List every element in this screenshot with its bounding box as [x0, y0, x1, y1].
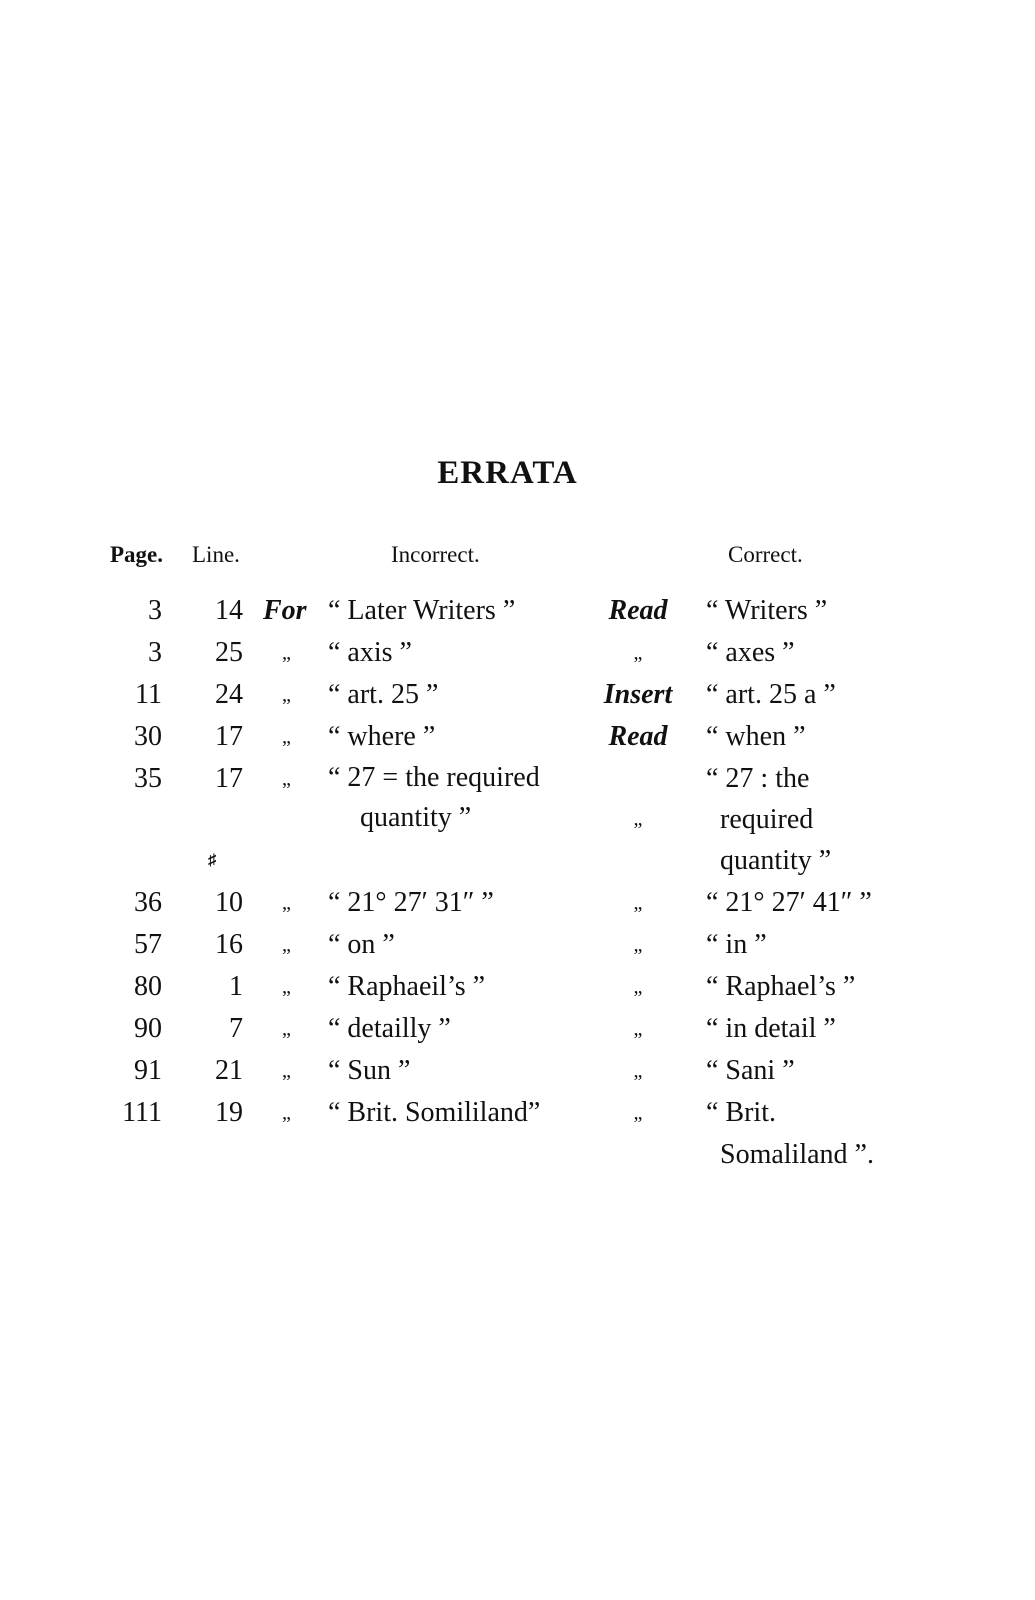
table-row	[0, 674, 1035, 716]
row-ditto-mark: „	[282, 934, 291, 956]
row-ditto-mark: „	[282, 726, 291, 748]
row-incorrect	[328, 1008, 598, 1050]
correct-text: Somaliland ”.	[720, 1139, 874, 1170]
row-correct	[706, 1092, 936, 1176]
row-line: 25	[215, 637, 243, 668]
correct-text: “ in detail ”	[706, 1013, 836, 1044]
row-action: Read	[608, 595, 668, 626]
row-line: 1	[229, 971, 243, 1002]
table-row	[0, 1008, 1035, 1050]
table-row	[0, 632, 1035, 674]
row-incorrect	[328, 716, 598, 758]
incorrect-text: “ 21° 27′ 31″ ”	[328, 887, 494, 918]
correct-text: “ when ”	[706, 721, 806, 752]
incorrect-text: quantity ”	[360, 802, 472, 833]
correct-text: quantity ”	[720, 845, 832, 876]
table-row	[0, 882, 1035, 924]
row-incorrect	[328, 882, 598, 924]
row-action: Read	[608, 721, 668, 752]
row-correct	[706, 1050, 936, 1092]
row-correct	[706, 758, 936, 881]
row-correct	[706, 1008, 936, 1050]
row-page: 111	[122, 1097, 162, 1128]
row-incorrect	[328, 632, 598, 674]
header-correct: Correct.	[728, 542, 803, 567]
row-page: 80	[134, 971, 162, 1002]
correct-text: required	[720, 804, 814, 835]
row-action: Insert	[603, 679, 673, 710]
row-correct	[706, 924, 936, 966]
row-ditto-mark: „	[282, 768, 291, 790]
row-action: „	[633, 642, 643, 664]
correct-text: “ axes ”	[706, 637, 795, 668]
row-action: „	[633, 1102, 643, 1124]
errata-table	[0, 590, 1035, 1176]
row-action: „	[633, 934, 643, 956]
row-incorrect	[328, 590, 598, 632]
correct-text: “ Writers ”	[706, 595, 828, 626]
row-incorrect	[328, 758, 598, 838]
row-line: 17	[215, 763, 243, 794]
table-row	[0, 1050, 1035, 1092]
row-action: „	[633, 1060, 643, 1082]
row-line: 10	[215, 887, 243, 918]
row-line: 7	[229, 1013, 243, 1044]
row-ditto-mark: „	[282, 1018, 291, 1040]
row-line: 19	[215, 1097, 243, 1128]
row-page: 35	[134, 763, 162, 794]
table-row	[0, 758, 1035, 882]
incorrect-text: “ axis ”	[328, 637, 412, 668]
incorrect-text: “ where ”	[328, 721, 436, 752]
row-page: 11	[135, 679, 162, 710]
row-for-label: For	[263, 595, 307, 626]
row-correct	[706, 632, 936, 674]
row-line: 14	[215, 595, 243, 626]
table-row	[0, 1092, 1035, 1176]
row-line: 24	[215, 679, 243, 710]
header-line: Line.	[192, 542, 240, 567]
row-correct	[706, 590, 936, 632]
incorrect-text: “ Sun ”	[328, 1055, 411, 1086]
header-incorrect: Incorrect.	[391, 542, 480, 567]
row-page: 30	[134, 721, 162, 752]
row-correct	[706, 716, 936, 758]
row-page: 3	[148, 595, 162, 626]
row-page: 3	[148, 637, 162, 668]
correct-text: “ in ”	[706, 929, 767, 960]
incorrect-text: “ Raphaeil’s ”	[328, 971, 486, 1002]
row-action: „	[633, 808, 643, 830]
table-row	[0, 966, 1035, 1008]
page-title: ERRATA	[437, 455, 578, 491]
row-ditto-mark: „	[282, 1102, 291, 1124]
row-ditto-mark: „	[282, 642, 291, 664]
row-page: 36	[134, 887, 162, 918]
row-incorrect	[328, 1092, 598, 1134]
row-action: „	[633, 976, 643, 998]
table-row	[0, 590, 1035, 632]
row-action: „	[633, 1018, 643, 1040]
row-incorrect	[328, 924, 598, 966]
row-incorrect	[328, 966, 598, 1008]
correct-text: “ Raphael’s ”	[706, 971, 856, 1002]
correct-text: “ art. 25 a ”	[706, 679, 836, 710]
row-correct	[706, 674, 936, 716]
incorrect-text: “ 27 = the required	[328, 762, 540, 793]
row-line: 16	[215, 929, 243, 960]
row-line: 21	[215, 1055, 243, 1086]
row-ditto-mark: „	[282, 976, 291, 998]
row-correct	[706, 966, 936, 1008]
correct-text: “ Brit.	[706, 1097, 776, 1128]
header-page: Page.	[110, 542, 164, 567]
table-row	[0, 924, 1035, 966]
row-ditto-mark: „	[282, 1060, 291, 1082]
stray-mark: ♯	[208, 852, 216, 869]
row-correct	[706, 882, 936, 924]
row-ditto-mark: „	[282, 892, 291, 914]
row-incorrect	[328, 674, 598, 716]
row-page: 90	[134, 1013, 162, 1044]
correct-text: “ 21° 27′ 41″ ”	[706, 887, 872, 918]
incorrect-text: “ art. 25 ”	[328, 679, 439, 710]
incorrect-text: “ Later Writers ”	[328, 595, 516, 626]
incorrect-text: “ on ”	[328, 929, 395, 960]
incorrect-text: “ detailly ”	[328, 1013, 451, 1044]
correct-text: “ Sani ”	[706, 1055, 795, 1086]
row-ditto-mark: „	[282, 684, 291, 706]
row-page: 91	[134, 1055, 162, 1086]
row-action: „	[633, 892, 643, 914]
row-line: 17	[215, 721, 243, 752]
incorrect-text: “ Brit. Somililand”	[328, 1097, 541, 1128]
table-row	[0, 716, 1035, 758]
correct-text: “ 27 : the	[706, 763, 810, 794]
row-incorrect	[328, 1050, 598, 1092]
row-page: 57	[134, 929, 162, 960]
